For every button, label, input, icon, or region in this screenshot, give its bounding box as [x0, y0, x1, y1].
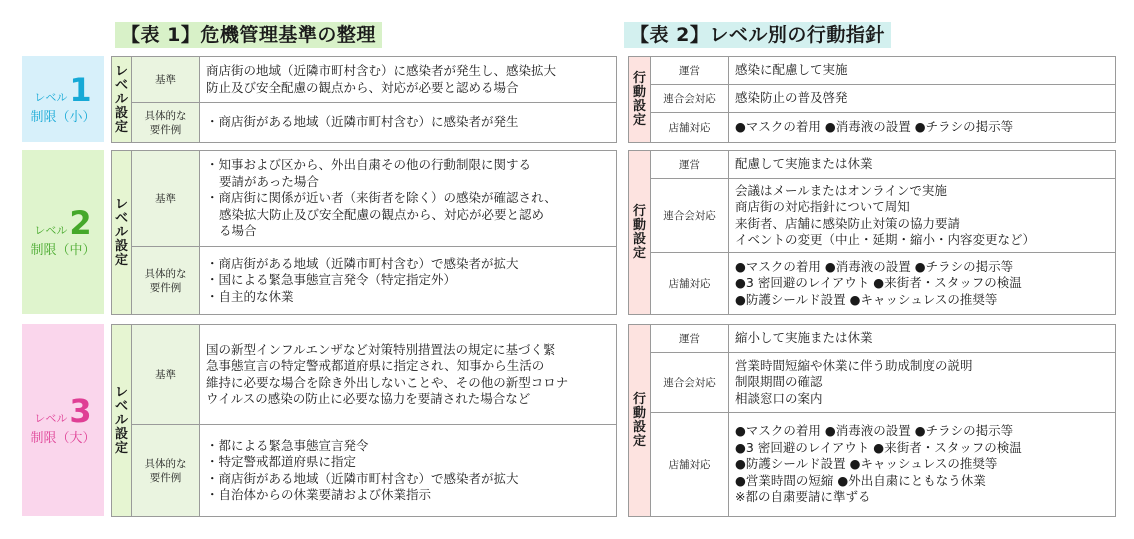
association-text: 営業時間短縮や休業に伴う助成制度の説明 制限期間の確認 相談窓口の案内: [729, 353, 1116, 413]
table1-level3: [111, 324, 617, 517]
table2-level2: [628, 150, 1116, 315]
operation-text: 縮小して実施または休業: [729, 325, 1116, 353]
table1-level1: [111, 56, 617, 143]
shop-text: ●マスクの着用 ●消毒液の設置 ●チラシの掲示等: [729, 113, 1116, 143]
level-word: レベル: [34, 411, 68, 425]
association-label: 連合会対応: [651, 353, 729, 413]
level-setting-header: レ ベ ル 設 定: [112, 151, 132, 315]
action-setting-header: 行 動 設 定: [629, 325, 651, 517]
examples-label: 具体的な 要件例: [132, 103, 200, 143]
examples-label: 具体的な 要件例: [132, 247, 200, 315]
shop-label: 店舗対応: [651, 113, 729, 143]
examples-text: ・商店街がある地域（近隣市町村含む）に感染者が発生: [200, 103, 617, 143]
level-number: 2: [69, 203, 92, 242]
criteria-label: 基準: [132, 325, 200, 425]
level-setting-header: レ ベ ル 設 定: [112, 325, 132, 517]
table2-level1: [628, 56, 1116, 143]
shop-text: ●マスクの着用 ●消毒液の設置 ●チラシの掲示等 ●3 密回避のレイアウト ●来街者・スタッフの検温 ●防護シールド設置 ●キャッシュレスの推奨等 ●営業時間の短縮 ●外出自粛にともなう休業 ※都の自粛要請に準ずる: [729, 413, 1116, 517]
level-restriction: 制限（中）: [30, 242, 96, 258]
criteria-text: 商店街の地域（近隣市町村含む）に感染者が発生し、感染拡大 防止及び安全配慮の観点から、対応が必要と認める場合: [200, 57, 617, 103]
level-3-badge: [22, 324, 104, 516]
level-number: 1: [69, 70, 92, 109]
criteria-label: 基準: [132, 57, 200, 103]
level-restriction: 制限（大）: [30, 430, 96, 446]
table2-level3: [628, 324, 1116, 517]
operation-label: 運営: [651, 151, 729, 179]
level-2-badge: [22, 150, 104, 314]
level-number: 3: [69, 391, 92, 430]
criteria-label: 基準: [132, 151, 200, 247]
level-word: レベル: [34, 90, 68, 104]
level-word: レベル: [34, 223, 68, 237]
shop-label: 店舗対応: [651, 413, 729, 517]
examples-text: ・商店街がある地域（近隣市町村含む）で感染者が拡大 ・国による緊急事態宣言発令（特定指定外） ・自主的な休業: [200, 247, 617, 315]
level-restriction: 制限（小）: [30, 109, 96, 125]
action-setting-header: 行 動 設 定: [629, 151, 651, 315]
criteria-text: 国の新型インフルエンザなど対策特別措置法の規定に基づく緊 急事態宣言の特定警戒都道府県に指定され、知事から生活の 維持に必要な場合を除き外出しないことや、その他の新型コロナ ウイルスの感染の防止に必要な協力を要請された場合など: [200, 325, 617, 425]
association-text: 会議はメールまたはオンラインで実施 商店街の対応指針について周知 来街者、店舗に感染防止対策の協力要請 イベントの変更（中止・延期・縮小・内容変更など）: [729, 179, 1116, 253]
operation-label: 運営: [651, 57, 729, 85]
table2-title: 【表 2】レベル別の行動指針: [624, 22, 891, 48]
table1-title: 【表 1】危機管理基準の整理: [115, 22, 382, 48]
level-setting-header: レ ベ ル 設 定: [112, 57, 132, 143]
operation-text: 配慮して実施または休業: [729, 151, 1116, 179]
action-setting-header: 行 動 設 定: [629, 57, 651, 143]
association-text: 感染防止の普及啓発: [729, 85, 1116, 113]
examples-label: 具体的な 要件例: [132, 425, 200, 517]
association-label: 連合会対応: [651, 179, 729, 253]
table1-level2: [111, 150, 617, 315]
level-1-badge: [22, 56, 104, 142]
operation-text: 感染に配慮して実施: [729, 57, 1116, 85]
association-label: 連合会対応: [651, 85, 729, 113]
operation-label: 運営: [651, 325, 729, 353]
shop-text: ●マスクの着用 ●消毒液の設置 ●チラシの掲示等 ●3 密回避のレイアウト ●来街者・スタッフの検温 ●防護シールド設置 ●キャッシュレスの推奨等: [729, 253, 1116, 315]
examples-text: ・都による緊急事態宣言発令 ・特定警戒都道府県に指定 ・商店街がある地域（近隣市町村含む）で感染者が拡大 ・自治体からの休業要請および休業指示: [200, 425, 617, 517]
shop-label: 店舗対応: [651, 253, 729, 315]
criteria-text: ・知事および区から、外出自粛その他の行動制限に関する 要請があった場合 ・商店街に関係が近い者（来街者を除く）の感染が確認され、 感染拡大防止及び安全配慮の観点から、対応が必要と認め る場合: [200, 151, 617, 247]
